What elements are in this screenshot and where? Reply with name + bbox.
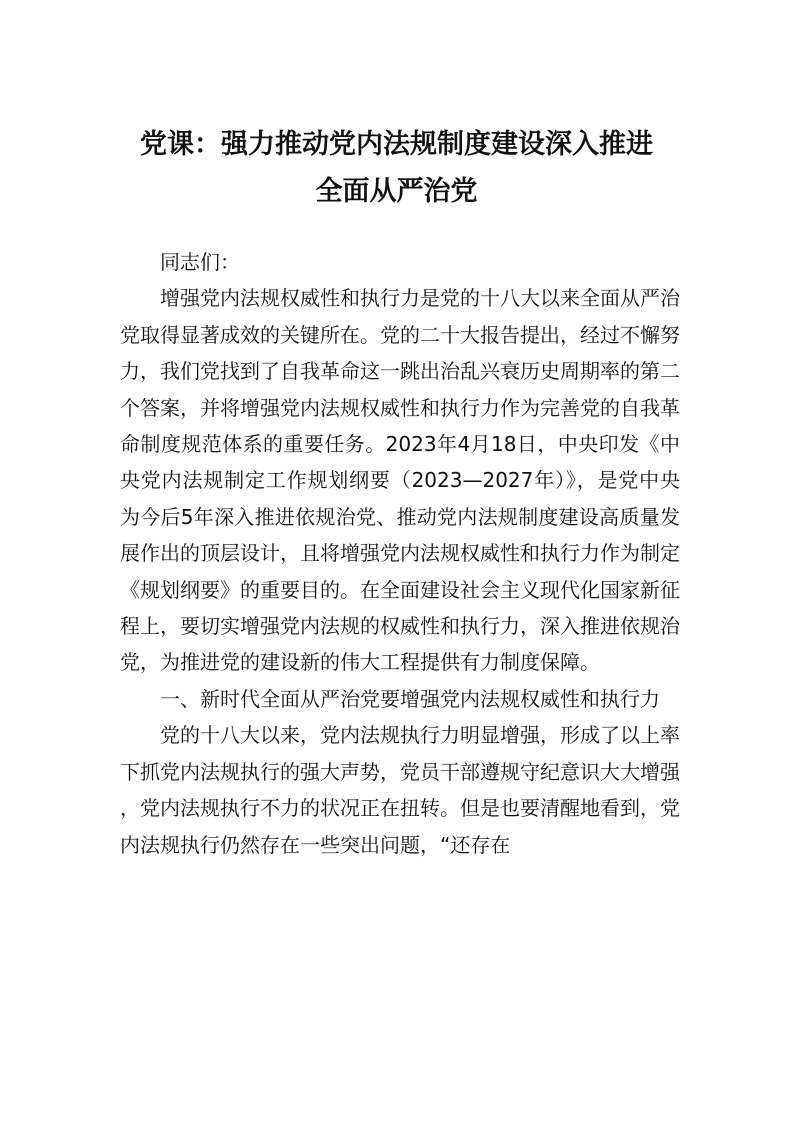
- paragraph-section-1: 党的十八大以来，党内法规执行力明显增强，形成了以上率下抓党内法规执行的强大声势，党员干部遵规守纪意识大大增强，党内法规执行不力的状况正在扭转。但是也要清醒地看到，党内法规执行仍然存在一些突出问题，“还存在: [120, 723, 680, 857]
- paragraph-intro: 增强党内法规权威性和执行力是党的十八大以来全面从严治党取得显著成效的关键所在。党的二十大报告提出，经过不懈努力，我们党找到了自我革命这一跳出治乱兴衰历史周期率的第二个答案，并将增强党内法规权威性和执行力作为完善党的自我革命制度规范体系的重要任务。2023年4月18日，中央印发《中央党内法规制定工作规划纲要（2023—2027年）》，是党中央为今后5年深入推进依规治党、推动党内法规制度建设高质量发展作出的顶层设计，且将增强党内法规权威性和执行力作为制定《规划纲要》的重要目的。在全面建设社会主义现代化国家新征程上，要切实增强党内法规的权威性和执行力，深入推进依规治党，为推进党的建设新的伟大工程提供有力制度保障。: [120, 286, 680, 675]
- document-body: [120, 244, 680, 863]
- document-title-line-2: 全面从严治党: [315, 176, 478, 207]
- salutation: 同志们：: [160, 250, 240, 274]
- document-title-line-1: 党课：强力推动党内法规制度建设深入推进: [140, 129, 653, 160]
- section-heading-1: 一、新时代全面从严治党要增强党内法规权威性和执行力: [160, 686, 660, 711]
